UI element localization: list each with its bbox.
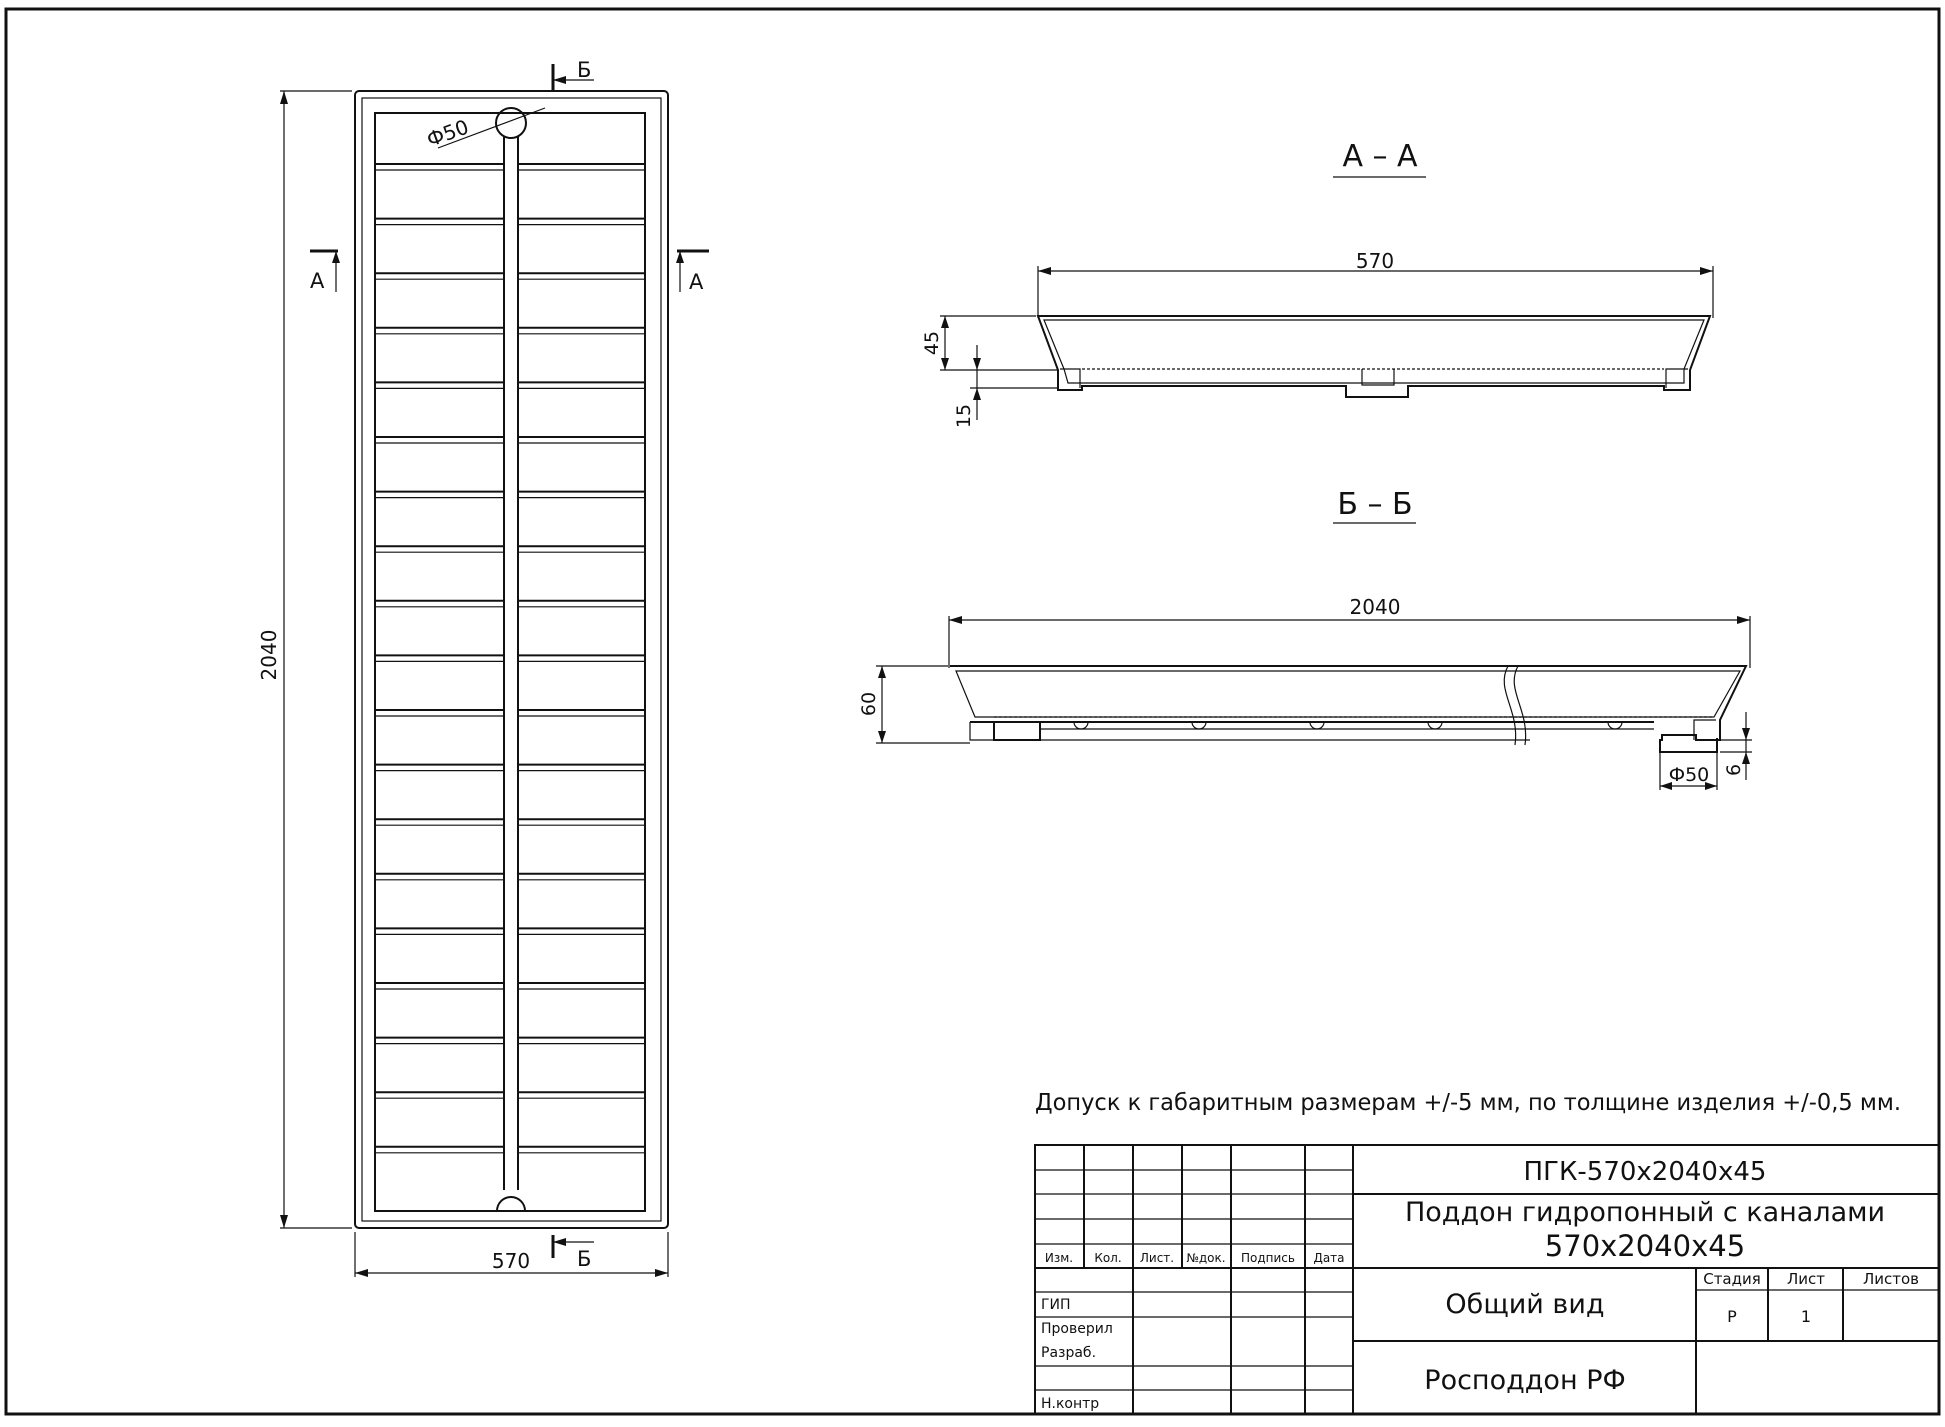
section-b-top-label: Б (577, 58, 592, 82)
bb-base-line (970, 722, 994, 740)
bb-arrow-right (1737, 616, 1750, 624)
tb-company: Росподдон РФ (1424, 1365, 1626, 1396)
bb-length-dimension: 2040 (1349, 595, 1401, 619)
plan-width-dimension: 570 (491, 1249, 531, 1273)
aa-15-arrow-bottom (973, 388, 981, 400)
tb-product-size: 570х2040х45 (1544, 1229, 1746, 1263)
bb-channel-bump-3 (1310, 722, 1324, 729)
tb-stage-label: Стадия (1703, 1270, 1761, 1288)
tb-view-name: Общий вид (1445, 1289, 1605, 1320)
length-arrow-top (280, 91, 288, 104)
drain-label: Ф50 (423, 114, 472, 152)
plan-view (257, 58, 709, 1277)
tb-col-list: Лист. (1139, 1251, 1175, 1265)
bb-drain-height-dimension: 6 (1723, 763, 1745, 777)
aa-45-arrow-top (941, 316, 949, 328)
section-bb-title: Б – Б (1337, 487, 1413, 522)
bb-6-arrow-bottom (1742, 752, 1750, 764)
section-b-bottom-label: Б (577, 1247, 592, 1271)
bb-60-arrow-top (878, 666, 886, 678)
tb-role-razrab: Разраб. (1041, 1345, 1097, 1361)
section-b-top-arrowhead (553, 76, 566, 84)
bb-60-arrow-bottom (878, 731, 886, 743)
section-bb (858, 487, 1752, 790)
bb-height-dimension: 60 (858, 691, 880, 717)
tb-role-proveril: Проверил (1041, 1321, 1113, 1337)
tb-product-name: Поддон гидропонный с каналами (1404, 1197, 1886, 1228)
tb-product-code: ПГК-570х2040х45 (1523, 1157, 1767, 1187)
section-a-left-arrowhead (332, 251, 340, 263)
aa-15-arrow-top (973, 358, 981, 370)
section-a-right-arrowhead (676, 251, 684, 263)
bb-inner-profile (956, 671, 1740, 717)
tray-inner-edge (362, 98, 661, 1221)
aa-foot-dimension: 15 (953, 403, 975, 429)
section-aa (921, 139, 1713, 428)
section-aa-title: А – А (1342, 139, 1418, 174)
aa-height-dimension: 45 (921, 330, 943, 356)
aa-45-arrow-bottom (941, 358, 949, 370)
tb-col-kol: Кол. (1094, 1251, 1122, 1265)
aa-arrow-right (1700, 267, 1713, 275)
aa-width-dimension: 570 (1355, 249, 1395, 273)
tray-outer-edge (355, 91, 668, 1228)
bb-drain-dimension: Ф50 (1668, 764, 1710, 786)
channel-end-arc (497, 1197, 525, 1211)
title-block (1035, 1145, 1939, 1414)
aa-right-foot (1666, 369, 1688, 388)
section-a-right-label: А (689, 270, 704, 294)
bb-channel-bump-2 (1192, 722, 1206, 729)
tb-col-podpis: Подпись (1241, 1251, 1295, 1265)
section-b-bottom-arrowhead (553, 1238, 566, 1246)
tray-ribs (375, 164, 645, 1153)
width-arrow-left (355, 1269, 368, 1277)
tb-sheet-value: 1 (1800, 1307, 1812, 1326)
length-arrow-bottom (280, 1215, 288, 1228)
tb-role-gip: ГИП (1041, 1297, 1071, 1313)
tb-sheets-label: Листов (1862, 1270, 1920, 1288)
bb-6-arrow-top (1742, 728, 1750, 740)
tb-col-ndok: №док. (1186, 1251, 1226, 1265)
aa-arrow-left (1038, 267, 1051, 275)
tb-col-izm: Изм. (1044, 1251, 1074, 1265)
bb-channel-bump-1 (1074, 722, 1088, 729)
tb-role-nkontr: Н.контр (1041, 1396, 1100, 1412)
plan-length-dimension: 2040 (257, 629, 281, 681)
aa-inner-profile (1044, 320, 1704, 383)
section-a-left-label: А (310, 269, 325, 293)
tb-col-data: Дата (1313, 1251, 1345, 1265)
tb-stage-value: Р (1727, 1307, 1737, 1326)
bb-channel-bump-5 (1608, 722, 1622, 729)
tb-sheet-label: Лист (1786, 1270, 1826, 1288)
bb-channel-bump-4 (1428, 722, 1442, 729)
aa-left-foot (1060, 369, 1080, 388)
bb-right-foot (1694, 720, 1716, 740)
bb-outer-profile (950, 666, 1746, 752)
width-arrow-right (655, 1269, 668, 1277)
bb-arrow-left (949, 616, 962, 624)
tolerance-note: Допуск к габаритным размерам +/-5 мм, по толщине изделия +/-0,5 мм. (1035, 1090, 1901, 1116)
